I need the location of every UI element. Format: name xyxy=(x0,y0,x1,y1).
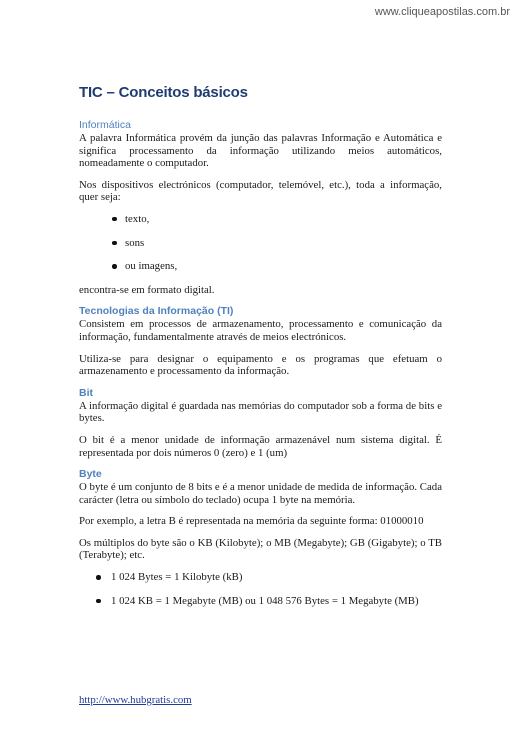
paragraph: Consistem em processos de armazenamento, processamento e comunicação da informação, fundamentalmente através de meios electrónicos. xyxy=(79,318,442,343)
list-item xyxy=(79,213,442,226)
section-heading-byte: Byte xyxy=(79,468,102,481)
list-item-text: ou imagens, xyxy=(125,260,178,273)
paragraph: A informação digital é guardada nas memórias do computador sob a forma de bits e bytes. xyxy=(79,399,442,425)
bullet-icon xyxy=(96,575,101,580)
footer-link[interactable]: http://www.hubgratis.com xyxy=(79,694,192,706)
bullet-list xyxy=(79,213,442,273)
section-heading-bit: Bit xyxy=(79,386,93,399)
bullet-icon xyxy=(112,241,117,246)
paragraph: O bit é a menor unidade de informação armazenável num sistema digital. É representada por dois números 0 (zero) e 1 (um) xyxy=(79,433,442,459)
section-ti xyxy=(79,305,442,377)
section-byte xyxy=(79,468,442,607)
section-informatica xyxy=(79,119,442,296)
paragraph: Nos dispositivos electrónicos (computador, telemóvel, etc.), toda a informação, quer seja: xyxy=(79,178,442,204)
list-item-text: sons xyxy=(125,236,145,249)
bullet-list xyxy=(79,571,442,607)
paragraph: A palavra Informática provém da junção das palavras Informação e Automática e significa processamento da informação utilizando meios automáticos, nomeadamente o computador. xyxy=(79,132,442,170)
list-item-text: 1 024 Bytes = 1 Kilobyte (kB) xyxy=(111,571,243,584)
list-item-text: 1 024 KB = 1 Megabyte (MB) ou 1 048 576 Bytes = 1 Megabyte (MB) xyxy=(111,594,419,607)
header-source-url: www.cliqueapostilas.com.br xyxy=(374,6,510,18)
paragraph: Por exemplo, a letra B é representada na memória da seguinte forma: 01000010 xyxy=(79,515,424,528)
paragraph: Os múltiplos do byte são o KB (Kilobyte); o MB (Megabyte); GB (Gigabyte); o TB (Terabyte); etc. xyxy=(79,536,442,562)
bullet-icon xyxy=(112,264,117,269)
bullet-icon xyxy=(96,599,101,604)
paragraph: O byte é um conjunto de 8 bits e é a menor unidade de medida de informação. Cada carácter (letra ou símbolo do teclado) ocupa 1 byte na memória. xyxy=(79,481,442,506)
document-page xyxy=(79,84,442,618)
paragraph: Utiliza-se para designar o equipamento e os programas que efetuam o armazenamento e processamento da informação. xyxy=(79,352,442,378)
bullet-icon xyxy=(112,217,117,222)
page-title: TIC – Conceitos básicos xyxy=(79,84,248,101)
paragraph: encontra-se em formato digital. xyxy=(79,283,215,296)
section-heading-ti: Tecnologias da Informação (TI) xyxy=(79,305,234,318)
list-item xyxy=(79,571,442,584)
list-item xyxy=(79,237,442,250)
section-heading-informatica: Informática xyxy=(79,119,131,131)
list-item xyxy=(79,260,442,273)
list-item xyxy=(79,595,442,608)
section-bit xyxy=(79,387,442,459)
list-item-text: texto, xyxy=(125,212,150,225)
